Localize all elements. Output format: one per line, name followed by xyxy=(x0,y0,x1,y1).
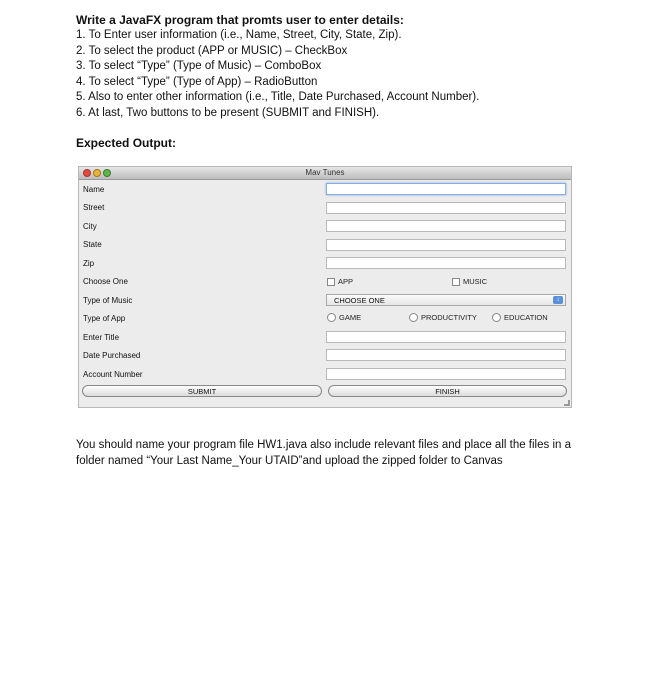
zip-input[interactable] xyxy=(326,257,566,269)
music-checkbox-label: MUSIC xyxy=(463,277,488,286)
education-radio-label: EDUCATION xyxy=(504,313,548,322)
account-number-label: Account Number xyxy=(83,370,143,379)
radio-circle[interactable] xyxy=(409,313,418,322)
requirement-item: 1. To Enter user information (i.e., Name, Street, City, State, Zip). xyxy=(76,29,402,41)
name-input[interactable] xyxy=(326,183,566,195)
resize-grip-icon[interactable] xyxy=(564,400,570,406)
state-label: State xyxy=(83,240,102,249)
submit-button[interactable]: SUBMIT xyxy=(82,385,322,397)
game-radio-label: GAME xyxy=(339,313,362,322)
name-label: Name xyxy=(83,185,105,194)
requirement-item: 5. Also to enter other information (i.e., Title, Date Purchased, Account Number). xyxy=(76,91,480,103)
type-of-app-label: Type of App xyxy=(83,314,126,323)
requirement-item: 4. To select “Type” (Type of App) – RadioButton xyxy=(76,75,318,88)
street-label: Street xyxy=(83,203,105,212)
city-input[interactable] xyxy=(326,220,566,232)
finish-button[interactable]: FINISH xyxy=(328,385,567,397)
state-input[interactable] xyxy=(326,239,566,251)
updown-arrows-icon[interactable]: ↕ xyxy=(553,296,563,304)
expected-output-label: Expected Output: xyxy=(76,136,177,150)
productivity-radio-label: PRODUCTIVITY xyxy=(421,313,477,322)
game-radio[interactable] xyxy=(327,313,361,322)
zip-label: Zip xyxy=(83,259,95,268)
type-of-music-label: Type of Music xyxy=(83,296,133,305)
city-label: City xyxy=(83,222,97,231)
mav-tunes-window xyxy=(78,166,572,408)
window-titlebar[interactable] xyxy=(79,167,571,180)
productivity-radio[interactable] xyxy=(409,313,477,322)
app-checkbox[interactable] xyxy=(327,277,353,286)
radio-circle[interactable] xyxy=(492,313,501,322)
submission-instructions: You should name your program file HW1.java also include relevant files and place all the files in a folder named “Your Last Name_Your UTAID”and upload the zipped folder to Canvas xyxy=(76,439,571,467)
checkbox-box[interactable] xyxy=(327,278,335,286)
account-number-input[interactable] xyxy=(326,368,566,380)
street-input[interactable] xyxy=(326,202,566,214)
window-title: Mav Tunes xyxy=(305,168,345,177)
radio-circle[interactable] xyxy=(327,313,336,322)
date-purchased-input[interactable] xyxy=(326,349,566,361)
music-type-combobox[interactable] xyxy=(326,294,566,306)
assignment-heading: Write a JavaFX program that promts user to enter details: xyxy=(76,13,404,27)
checkbox-box[interactable] xyxy=(452,278,460,286)
requirement-item: 3. To select “Type” (Type of Music) – ComboBox xyxy=(76,60,322,72)
music-checkbox[interactable] xyxy=(452,277,487,286)
date-purchased-label: Date Purchased xyxy=(83,351,141,360)
enter-title-label: Enter Title xyxy=(83,333,120,342)
app-checkbox-label: APP xyxy=(338,277,354,286)
title-input[interactable] xyxy=(326,331,566,343)
education-radio[interactable] xyxy=(492,313,548,322)
assignment-text xyxy=(76,12,576,121)
combobox-value: CHOOSE ONE xyxy=(334,296,385,305)
requirement-item: 2. To select the product (APP or MUSIC) – CheckBox xyxy=(76,44,348,57)
requirement-item: 6. At last, Two buttons to be present (SUBMIT and FINISH). xyxy=(76,106,380,119)
choose-one-label: Choose One xyxy=(83,277,128,286)
